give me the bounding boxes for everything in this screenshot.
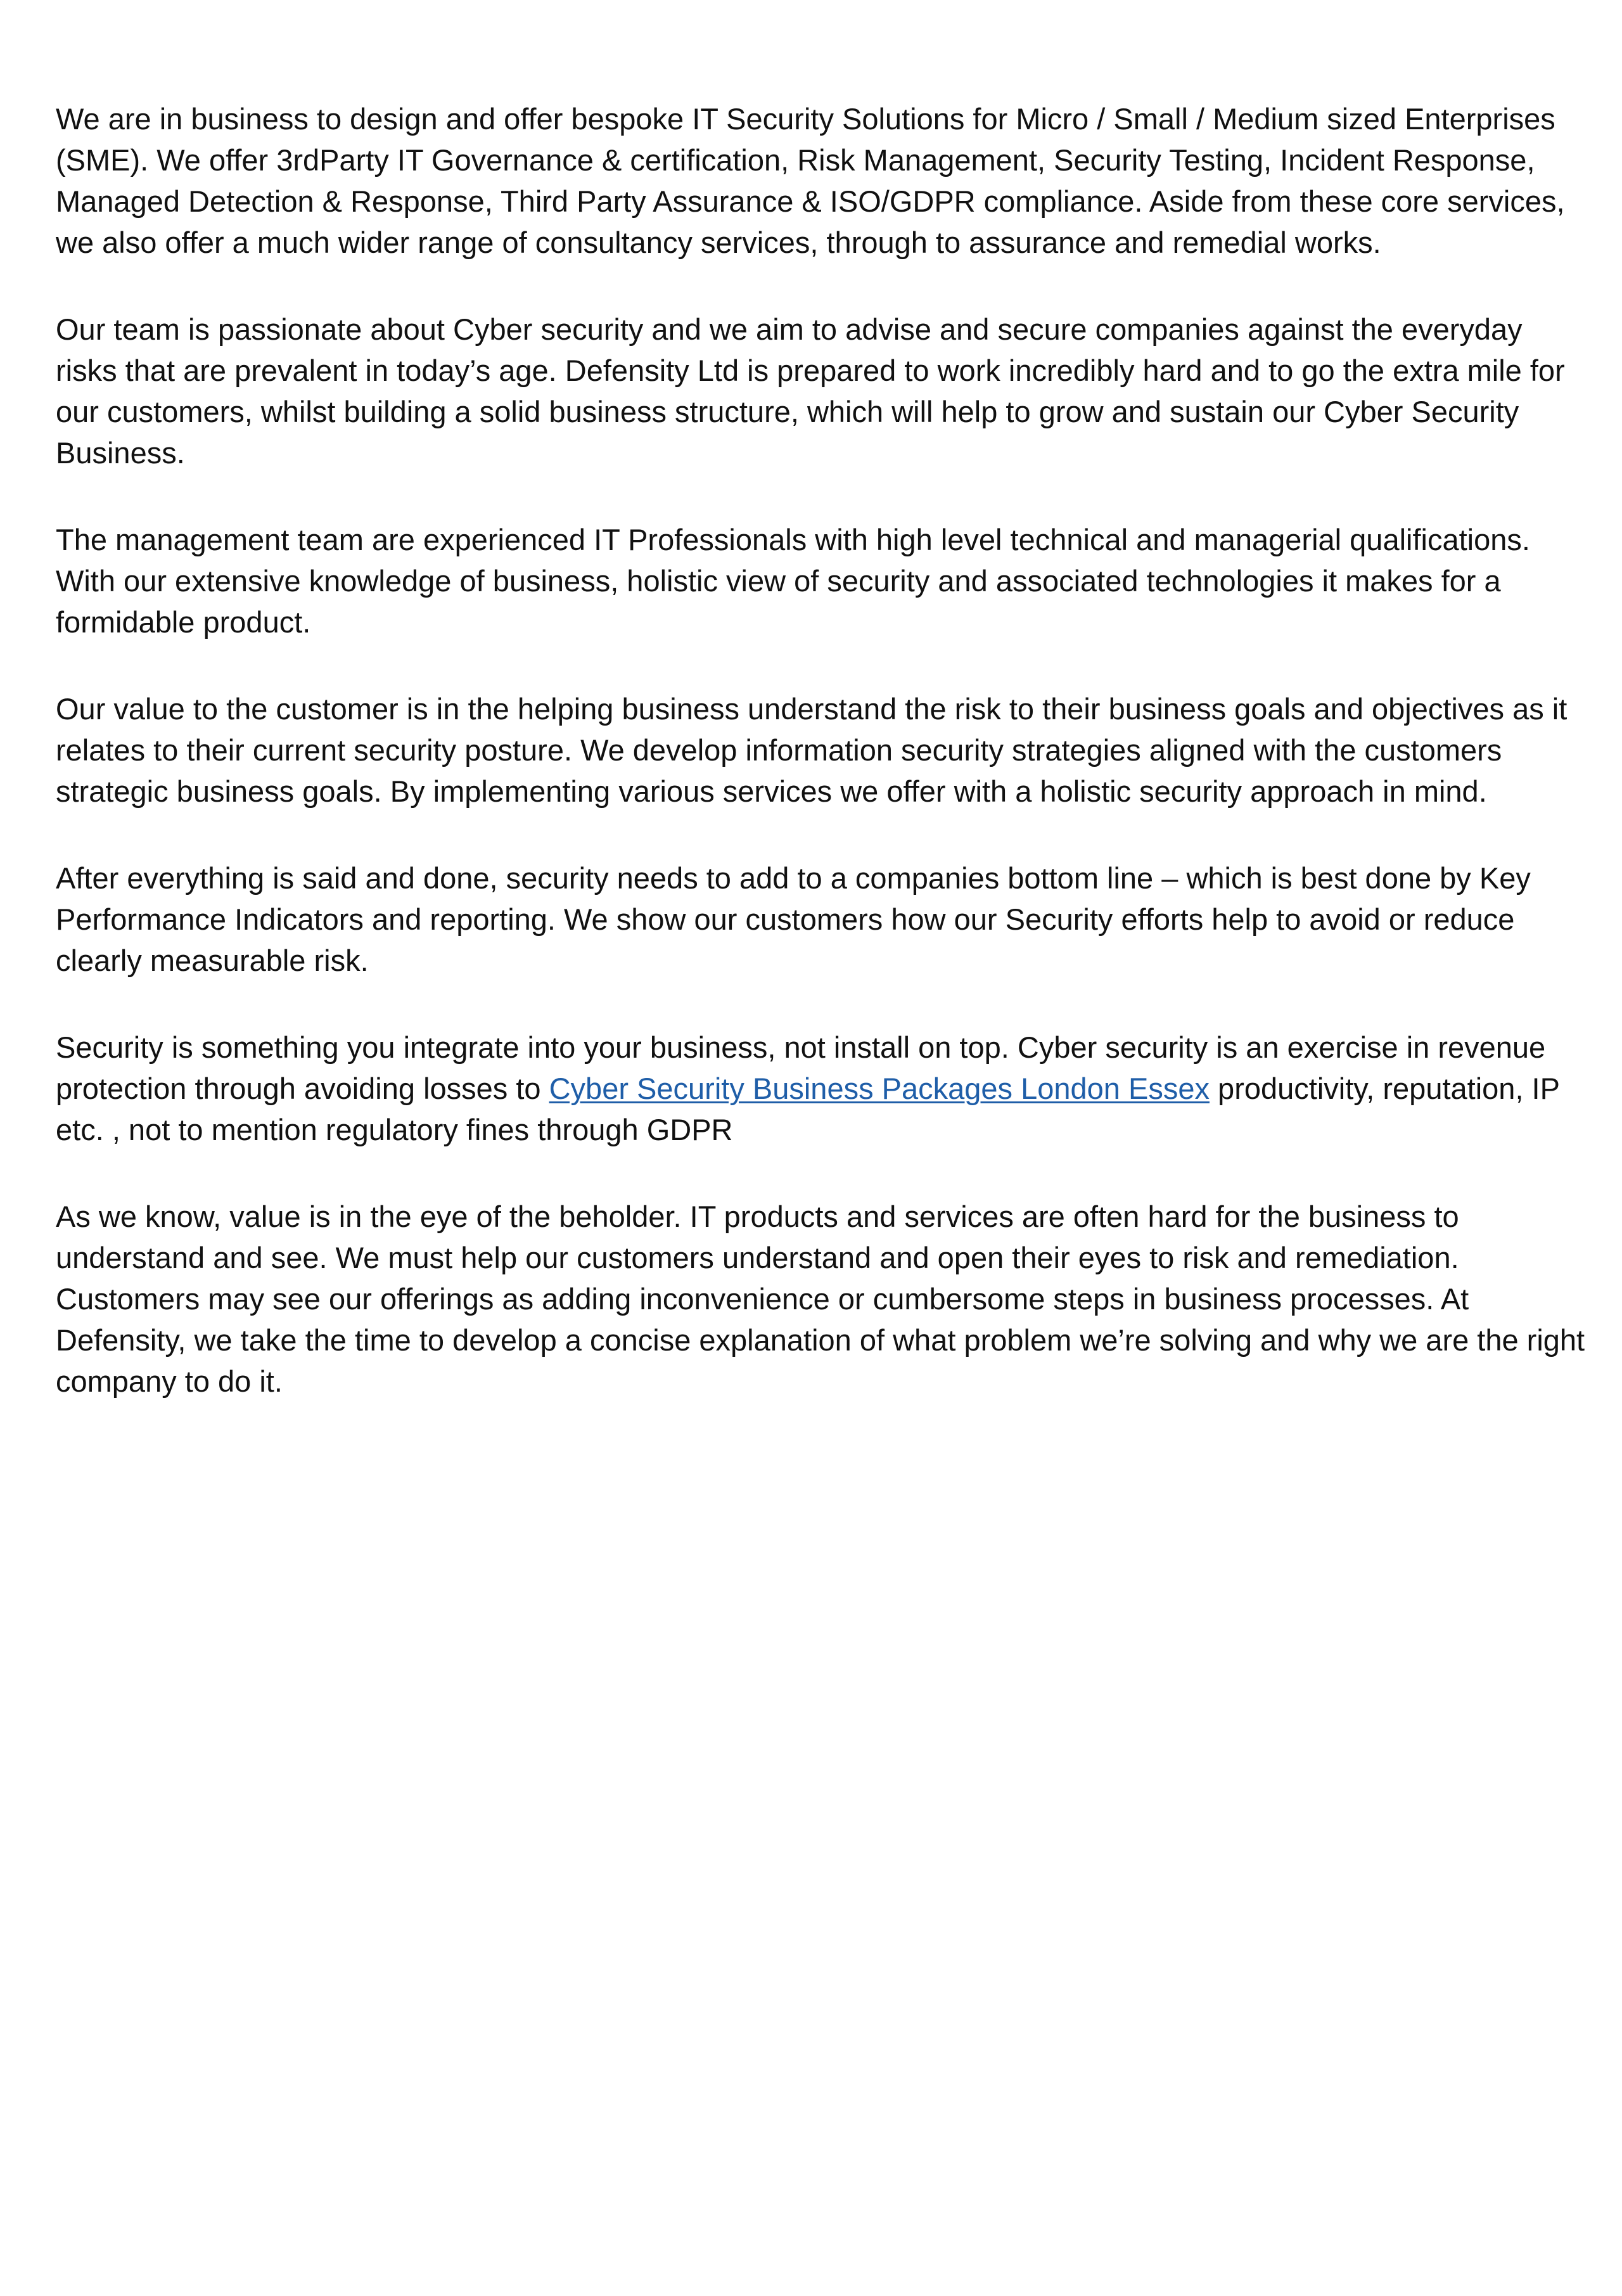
paragraph-text-before-link: Security is something you integrate into your business, not install on top. Cyber security is an exercise in revenue protection through avoiding losses to — [56, 1030, 1546, 1105]
document-body — [56, 98, 1589, 1447]
paragraph-management-team: The management team are experienced IT Professionals with high level technical and managerial qualifications. With our extensive knowledge of business, holistic view of security and associated technologies it makes for a formidable product. — [56, 523, 1530, 639]
cyber-security-packages-link[interactable]: Cyber Security Business Packages London Essex — [549, 1072, 1210, 1105]
paragraph-security-integration — [56, 1027, 1589, 1150]
paragraph-customer-value: Our value to the customer is in the helping business understand the risk to their business goals and objectives as it relates to their current security posture. We develop information security strategies aligned with the customers strategic business goals. By implementing various services we offer with a holistic security approach in mind. — [56, 692, 1568, 808]
paragraph-text-after-link: productivity, reputation, IP etc. , not to mention regulatory fines through GDPR — [56, 1072, 1560, 1146]
paragraph-team-passion: Our team is passionate about Cyber security and we aim to advise and secure companies against the everyday risks that are prevalent in today’s age. Defensity Ltd is prepared to work incredibly hard and to go the extra mile for our customers, whilst building a solid business structure, which will help to grow and sustain our Cyber Security Business. — [56, 312, 1565, 470]
paragraph-services-overview: We are in business to design and offer bespoke IT Security Solutions for Micro / Small / Medium sized Enterprises (SME). We offer 3rdParty IT Governance & certification, Risk Management, Security Testing, Incident Response, Managed Detection & Response, Third Party Assurance & ISO/GDPR compliance. Aside from these core services, we also offer a much wider range of consultancy services, through to assurance and remedial works. — [56, 102, 1565, 259]
paragraph-kpi-reporting: After everything is said and done, security needs to add to a companies bottom line – which is best done by Key Performance Indicators and reporting. We show our customers how our Security efforts help to avoid or reduce clearly measurable risk. — [56, 861, 1531, 977]
paragraph-value-beholder: As we know, value is in the eye of the beholder. IT products and services are often hard for the business to understand and see. We must help our customers understand and open their eyes to risk and remediation. Customers may see our offerings as adding inconvenience or cumbersome steps in business processes. At Defensity, we take the time to develop a concise explanation of what problem we’re solving and why we are the right company to do it. — [56, 1200, 1585, 1398]
